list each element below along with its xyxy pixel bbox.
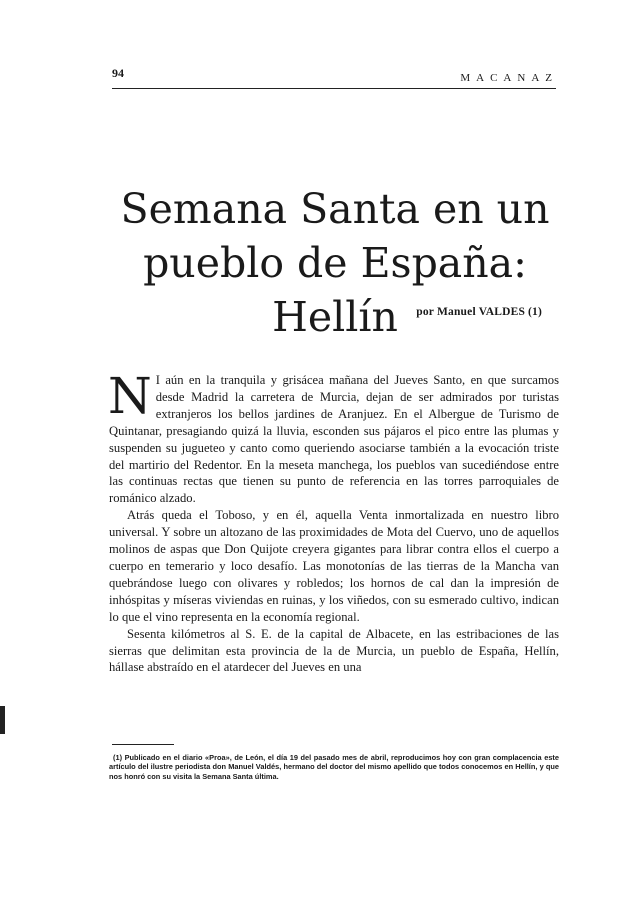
page-number: 94 (112, 66, 124, 80)
running-head: MACANAZ (460, 72, 558, 84)
footnote-rule (112, 744, 174, 745)
title-line-1: Semana Santa en un (120, 185, 550, 233)
article-body (108, 367, 559, 676)
byline-name: VALDES (478, 306, 526, 318)
paragraph-1-text: I aún en la tranquila y grisácea mañana del Jueves Santo, en que surcamos desde Madrid la carretera de Murcia, dejan de ser admirados por turistas extranjeros los bellos jardines de Aranjuez. En el Albergue de Turismo de Quintanar, presagiando quizá la lluvia, esconden sus pájaros el pico entre las plumas y suspenden su jugueteo y canto como queriendo asociarse también a la evocación triste del martirio del Redentor. En la meseta manchega, los pueblos van sucediéndose entre las continuas rectas que tienen su punto de referencia en las torres parroquiales de románico alzado. (109, 373, 559, 506)
margin-mark (0, 706, 5, 734)
paragraph-3: Sesenta kilómetros al S. E. de la capital de Albacete, en las estribaciones de las sierras que delimitan esta provincia de la de Murcia, un pueblo de España, Hellín, hállase abstraído en el atardecer del Jueves en una (109, 626, 559, 675)
paragraph-1 (108, 367, 559, 507)
footnote: (1) Publicado en el diario «Proa», de León, el día 19 del pasado mes de abril, reproducimos hoy con gran complacencia este artículo del ilustre periodista don Manuel Valdés, hermano del doctor del mismo apellido que todos conocemos en Hellín, y que nos honró con su visita la Semana Santa última. (109, 753, 559, 781)
article-title (100, 182, 570, 344)
paragraph-2: Atrás queda el Toboso, y en él, aquella Venta inmortalizada en nuestro libro universal. Y sobre un altozano de las proximidades de Mota del Cuervo, uno de aquellos molinos de aspas que Don Quijote creyera gigantes para librar contra ellos el cuerpo a cuerpo en temerario y loco desafío. Las monotonías de las tierras de la Mancha van quebrándose luego con olivares y robledos; los hornos de cal dan la impresión de inhóspitas y míseras viviendas en ruinas, y los viñedos, con su esmerado cultivo, indican lo que el vino representa en la economía regional. (109, 508, 559, 624)
header-rule (112, 88, 556, 89)
drop-cap: N (108, 367, 152, 425)
byline-note: (1) (527, 306, 542, 318)
byline-prefix: por Manuel (416, 306, 476, 318)
byline (416, 306, 542, 318)
title-line-2: pueblo de España: Hellín (143, 239, 527, 341)
